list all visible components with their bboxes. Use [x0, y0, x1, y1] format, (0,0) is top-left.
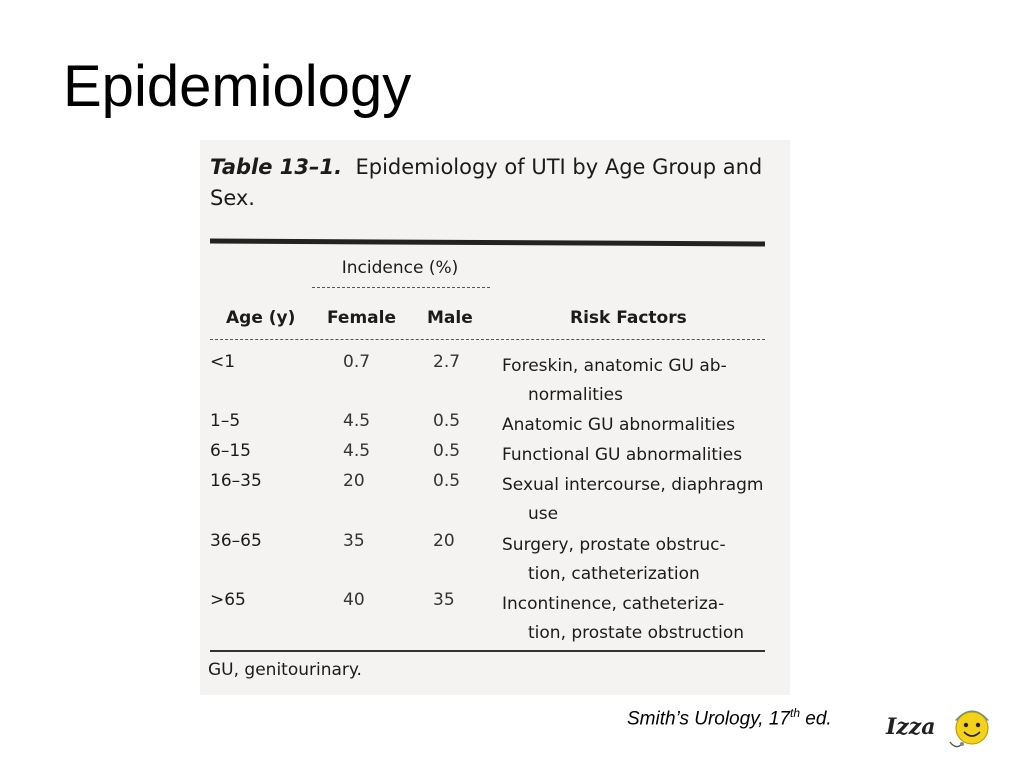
- source-suffix: ed.: [800, 708, 832, 730]
- header-male: Male: [427, 308, 473, 328]
- incidence-header: Incidence (%): [341, 258, 459, 278]
- cell-risk-line: Surgery, prostate obstruc-: [502, 535, 726, 555]
- cell-male: 2.7: [433, 352, 461, 372]
- cell-risk: [502, 441, 772, 470]
- cell-risk: [502, 531, 772, 589]
- cell-age: >65: [210, 590, 246, 610]
- cell-female: 4.5: [343, 411, 371, 431]
- header-female: Female: [327, 308, 396, 328]
- cell-female: 4.5: [343, 441, 371, 461]
- smiley-face-icon: [886, 700, 996, 755]
- cell-male: 0.5: [433, 441, 461, 461]
- cell-risk-line: Anatomic GU abnormalities: [502, 415, 736, 435]
- logo-text: Izza: [886, 714, 936, 740]
- cell-risk-line: use: [528, 504, 559, 524]
- cell-risk-line: Functional GU abnormalities: [502, 445, 743, 465]
- table-bottom-rule: [210, 650, 765, 652]
- cell-risk: [502, 352, 772, 410]
- izza-logo: [886, 700, 996, 755]
- cell-female: 20: [343, 471, 365, 491]
- cell-risk-line: tion, catheterization: [528, 564, 700, 584]
- table-caption-text: Epidemiology of UTI by Age Group and Sex.: [210, 155, 763, 210]
- table-top-rule: [210, 239, 765, 247]
- cell-risk: [502, 411, 772, 440]
- table-footnote: GU, genitourinary.: [208, 660, 362, 680]
- cell-risk-line: Sexual intercourse, diaphragm: [502, 475, 764, 495]
- cell-female: 35: [343, 531, 365, 551]
- cell-risk-line: Incontinence, catheteriza-: [502, 594, 725, 614]
- slide-title: Epidemiology: [63, 54, 412, 119]
- table-caption: [210, 152, 770, 214]
- cell-risk: [502, 590, 772, 648]
- cell-age: 6–15: [210, 441, 251, 461]
- cell-male: 0.5: [433, 471, 461, 491]
- source-sup: th: [789, 706, 800, 720]
- cell-male: 0.5: [433, 411, 461, 431]
- incidence-divider: [312, 287, 490, 288]
- cell-risk-line: tion, prostate obstruction: [528, 623, 745, 643]
- source-prefix: Smith’s Urology, 17: [627, 708, 790, 730]
- header-divider: [210, 339, 765, 340]
- cell-age: 16–35: [210, 471, 262, 491]
- table-scan: [200, 140, 790, 695]
- cell-risk: [502, 471, 772, 529]
- source-citation: [627, 706, 832, 730]
- header-age: Age (y): [226, 308, 296, 328]
- header-risk-factors: Risk Factors: [570, 308, 687, 328]
- table-label: Table 13–1.: [210, 155, 343, 179]
- cell-risk-line: normalities: [528, 385, 623, 405]
- cell-age: 1–5: [210, 411, 241, 431]
- cell-risk-line: Foreskin, anatomic GU ab-: [502, 356, 727, 376]
- cell-age: 36–65: [210, 531, 262, 551]
- cell-female: 0.7: [343, 352, 371, 372]
- cell-age: <1: [210, 352, 236, 372]
- cell-female: 40: [343, 590, 365, 610]
- cell-male: 35: [433, 590, 455, 610]
- cell-male: 20: [433, 531, 455, 551]
